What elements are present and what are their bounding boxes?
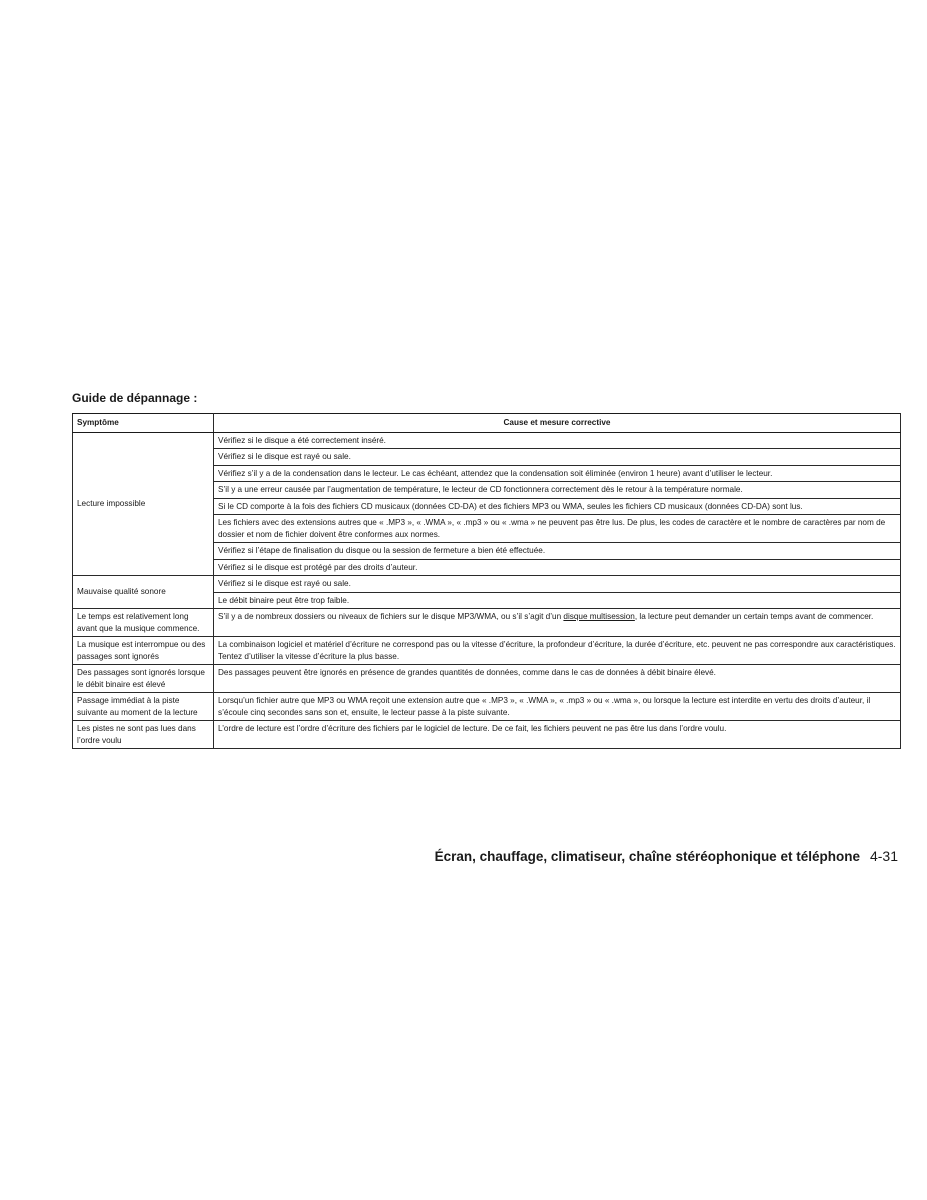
cause-cell: Vérifiez si le disque est rayé ou sale. <box>214 449 901 466</box>
chapter-title: Écran, chauffage, climatiseur, chaîne stéréophonique et téléphone <box>434 849 860 864</box>
cause-cell: Vérifiez s’il y a de la condensation dans le lecteur. Le cas échéant, attendez que la condensation soit éliminée (environ 1 heure) avant d’utiliser le lecteur. <box>214 465 901 482</box>
cause-cell: Vérifiez si le disque est protégé par des droits d’auteur. <box>214 559 901 576</box>
cause-cell: S’il y a une erreur causée par l’augmentation de température, le lecteur de CD fonctionnera correctement dès le retour à la température normale. <box>214 482 901 499</box>
table-header-row <box>73 414 901 433</box>
table-row <box>73 609 901 637</box>
troubleshooting-table <box>72 413 901 749</box>
symptom-cell: La musique est interrompue ou des passages sont ignorés <box>73 637 214 665</box>
cause-cell: Si le CD comporte à la fois des fichiers CD musicaux (données CD-DA) et des fichiers MP3 ou WMA, seules les fichiers CD musicaux (données CD-DA) sont lus. <box>214 498 901 515</box>
cause-text: , la lecture peut demander un certain temps avant de commencer. <box>634 612 874 621</box>
cause-cell: Lorsqu’un fichier autre que MP3 ou WMA reçoit une extension autre que « .MP3 », « .WMA », « .mp3 » ou « .wma », ou lorsque la lecture est interdite en vertu des droits d’auteur, il s’écoule cinq secondes sans son et, ensuite, le lecteur passe à la piste suivante. <box>214 693 901 721</box>
symptom-cell: Mauvaise qualité sonore <box>73 576 214 609</box>
table-row <box>73 693 901 721</box>
multisession-link[interactable]: disque multisession <box>563 612 635 621</box>
troubleshooting-table-container <box>72 413 900 749</box>
symptom-cell: Le temps est relativement long avant que la musique commence. <box>73 609 214 637</box>
table-row <box>73 721 901 749</box>
header-cause: Cause et mesure corrective <box>214 414 901 433</box>
cause-cell: L’ordre de lecture est l’ordre d’écriture des fichiers par le logiciel de lecture. De ce fait, les fichiers peuvent ne pas être lus dans l’ordre voulu. <box>214 721 901 749</box>
cause-cell: Le débit binaire peut être trop faible. <box>214 592 901 609</box>
page-number: 4-31 <box>869 848 898 864</box>
table-row <box>73 576 901 593</box>
symptom-cell: Les pistes ne sont pas lues dans l’ordre voulu <box>73 721 214 749</box>
symptom-cell: Lecture impossible <box>73 432 214 576</box>
table-row <box>73 432 901 449</box>
symptom-cell: Passage immédiat à la piste suivante au moment de la lecture <box>73 693 214 721</box>
table-row <box>73 665 901 693</box>
cause-cell: La combinaison logiciel et matériel d’écriture ne correspond pas ou la vitesse d’écriture, la profondeur d’écriture, la durée d’écriture, etc. peuvent ne pas correspondre aux caractéristiques. Tentez d’utiliser la vitesse d’écriture la plus basse. <box>214 637 901 665</box>
symptom-cell: Des passages sont ignorés lorsque le débit binaire est élevé <box>73 665 214 693</box>
header-symptom: Symptôme <box>73 414 214 433</box>
cause-cell: Vérifiez si le disque a été correctement inséré. <box>214 432 901 449</box>
cause-text: S’il y a de nombreux dossiers ou niveaux de fichiers sur le disque MP3/WMA, ou s’il s’agit d’un <box>218 612 564 621</box>
cause-cell <box>214 609 901 637</box>
cause-cell: Des passages peuvent être ignorés en présence de grandes quantités de données, comme dans le cas de données à débit binaire élevé. <box>214 665 901 693</box>
section-title: Guide de dépannage : <box>72 391 198 405</box>
page-footer <box>435 848 898 864</box>
table-row <box>73 637 901 665</box>
cause-cell: Les fichiers avec des extensions autres que « .MP3 », « .WMA », « .mp3 » ou « .wma » ne peuvent pas être lus. De plus, les codes de caractère et le nombre de caractères par nom de dossier et nom de fichier doivent être conformes aux normes. <box>214 515 901 543</box>
cause-cell: Vérifiez si le disque est rayé ou sale. <box>214 576 901 593</box>
cause-cell: Vérifiez si l’étape de finalisation du disque ou la session de fermeture a bien été effectuée. <box>214 543 901 560</box>
